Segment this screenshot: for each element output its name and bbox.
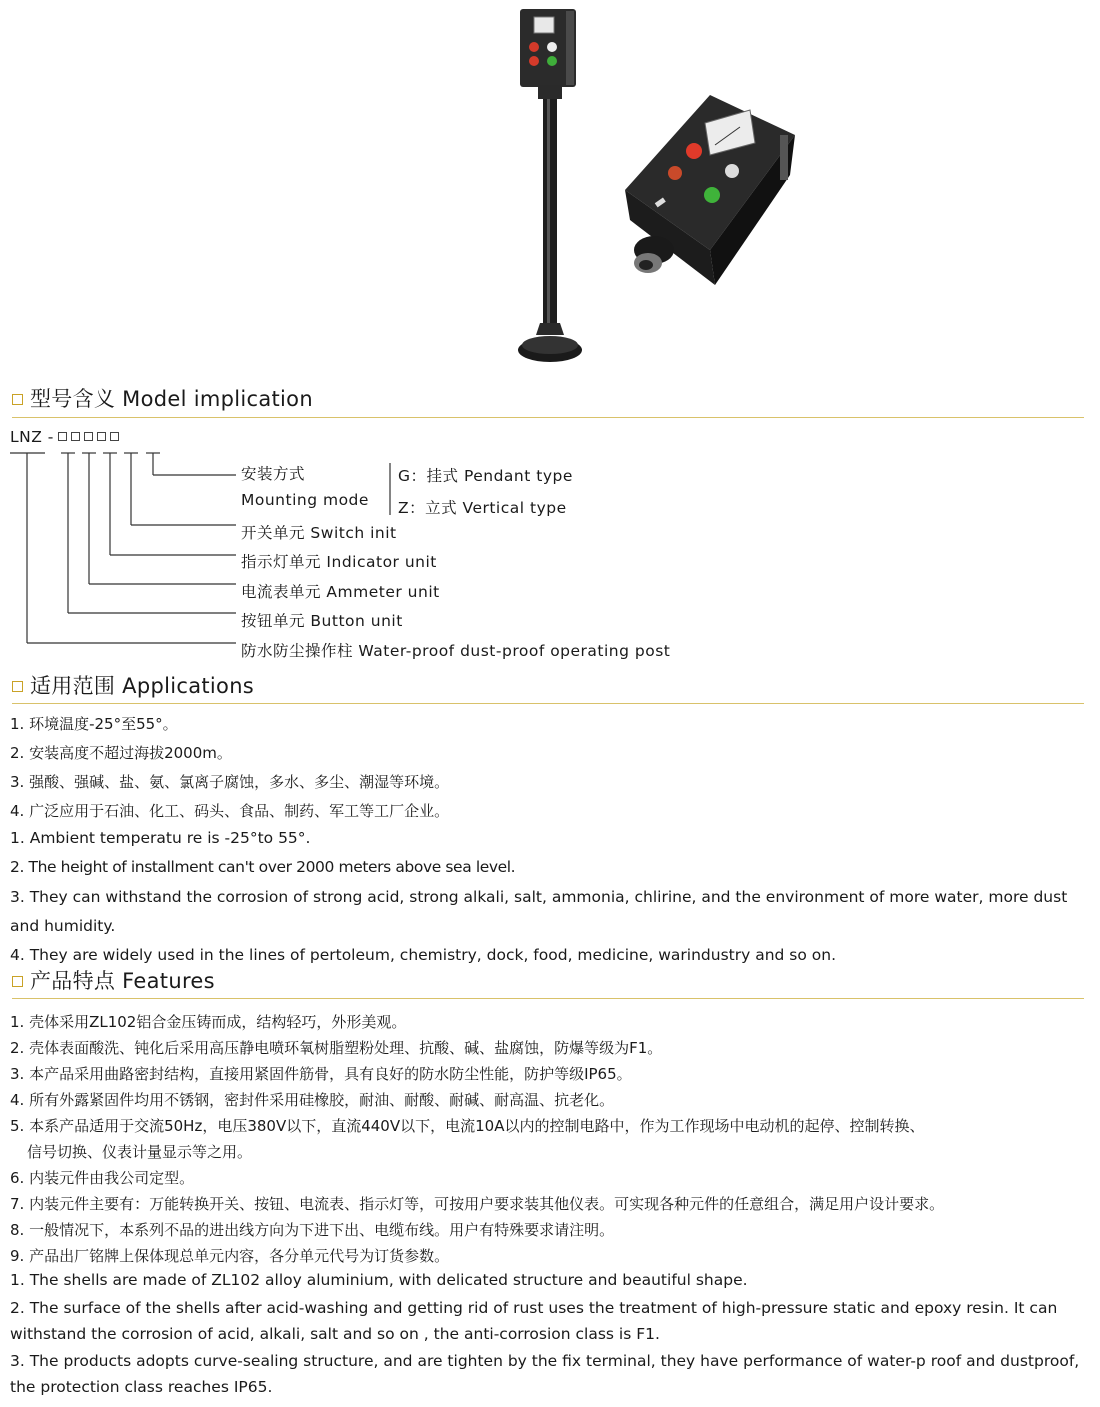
feature-cn-1: 1. 壳体采用ZL102铝合金压铸而成，结构轻巧，外形美观。 — [10, 1013, 407, 1031]
feature-cn-5: 5. 本系产品适用于交流50Hz，电压380V以下，直流440V以下，电流10A以内的控制电路中，作为工作现场中电动机的起停、控制转换、 — [10, 1117, 925, 1135]
feature-cn-5-cont: 信号切换、仪表计量显示等之用。 — [27, 1143, 253, 1161]
close-up-unit — [625, 95, 795, 285]
square-bullet-icon — [12, 681, 23, 692]
mounting-mode-cn: 安装方式 — [241, 465, 306, 483]
application-en-4: 4. They are widely used in the lines of pertoleum, chemistry, dock, food, medicine, warindustry and so on. — [10, 946, 837, 964]
section-title-model: 型号含义 Model implication — [12, 383, 313, 413]
application-en-1: 1. Ambient temperatu re is -25°to 55°. — [10, 829, 311, 847]
feature-cn-6: 6. 内装元件由我公司定型。 — [10, 1169, 195, 1187]
section-divider — [12, 417, 1084, 418]
feature-en-1: 1. The shells are made of ZL102 alloy aluminium, with delicated structure and beautiful shape. — [10, 1271, 748, 1289]
feature-cn-2: 2. 壳体表面酸洗、钝化后采用高压静电喷环氧树脂塑粉处理、抗酸、碱、盐腐蚀，防爆等级为F1。 — [10, 1039, 663, 1057]
mounting-bracket — [386, 463, 394, 515]
application-cn-3: 3. 强酸、强碱、盐、氨、氯离子腐蚀，多水、多尘、潮湿等环境。 — [10, 773, 450, 791]
section-divider — [12, 998, 1084, 999]
option-vertical: Z：立式 Vertical type — [398, 499, 567, 517]
model-code-diagram — [0, 445, 240, 655]
label-indicator-unit: 指示灯单元 Indicator unit — [241, 553, 437, 571]
application-cn-4: 4. 广泛应用于石油、化工、码头、食品、制药、军工等工厂企业。 — [10, 802, 450, 820]
feature-cn-7: 7. 内装元件主要有：万能转换开关、按钮、电流表、指示灯等，可按用户要求装其他仪表。可实现各种元件的任意组合，满足用户设计要求。 — [10, 1195, 945, 1213]
section-title-applications: 适用范围 Applications — [12, 670, 254, 700]
section-title-features: 产品特点 Features — [12, 965, 215, 995]
vertical-post-unit — [518, 9, 582, 362]
mounting-mode-en: Mounting mode — [241, 491, 369, 509]
application-en-3: 3. They can withstand the corrosion of strong acid, strong alkali, salt, ammonia, chlirine, and the environment of more water, more dust and humidity. — [10, 888, 1068, 935]
label-button-unit: 按钮单元 Button unit — [241, 612, 403, 630]
application-cn-2: 2. 安装高度不超过海拔2000m。 — [10, 744, 232, 762]
square-bullet-icon — [12, 976, 23, 987]
application-cn-1: 1. 环境温度-25°至55°。 — [10, 715, 178, 733]
feature-cn-8: 8. 一般情况下，本系列不品的进出线方向为下进下出、电缆布线。用户有特殊要求请注明。 — [10, 1221, 615, 1239]
label-switch-unit: 开关单元 Switch init — [241, 524, 397, 542]
option-pendant: G：挂式 Pendant type — [398, 467, 573, 485]
label-operating-post: 防水防尘操作柱 Water-proof dust-proof operating post — [241, 642, 671, 660]
application-en-2: 2. The height of installment can't over 2000 meters above sea level. — [10, 858, 516, 876]
section-divider — [12, 703, 1084, 704]
product-photo — [470, 5, 810, 370]
feature-cn-3: 3. 本产品采用曲路密封结构，直接用紧固件筋骨，具有良好的防水防尘性能，防护等级IP65。 — [10, 1065, 632, 1083]
feature-cn-4: 4. 所有外露紧固件均用不锈钢，密封件采用硅橡胶，耐油、耐酸、耐碱、耐高温、抗老化。 — [10, 1091, 615, 1109]
feature-cn-9: 9. 产品出厂铭牌上保体现总单元内容，各分单元代号为订货参数。 — [10, 1247, 450, 1265]
model-code: LNZ - — [10, 428, 119, 446]
feature-en-2: 2. The surface of the shells after acid-washing and getting rid of rust uses the treatment of high-pressure static and epoxy resin. It can withstand the corrosion of acid, alkali, salt and so on , the anti-corrosion class is F1. — [10, 1299, 1058, 1343]
feature-en-3: 3. The products adopts curve-sealing structure, and are tighten by the fix terminal, they have performance of water-p roof and dustproof, the protection class reaches IP65. — [10, 1352, 1080, 1396]
square-bullet-icon — [12, 394, 23, 405]
label-ammeter-unit: 电流表单元 Ammeter unit — [241, 583, 440, 601]
